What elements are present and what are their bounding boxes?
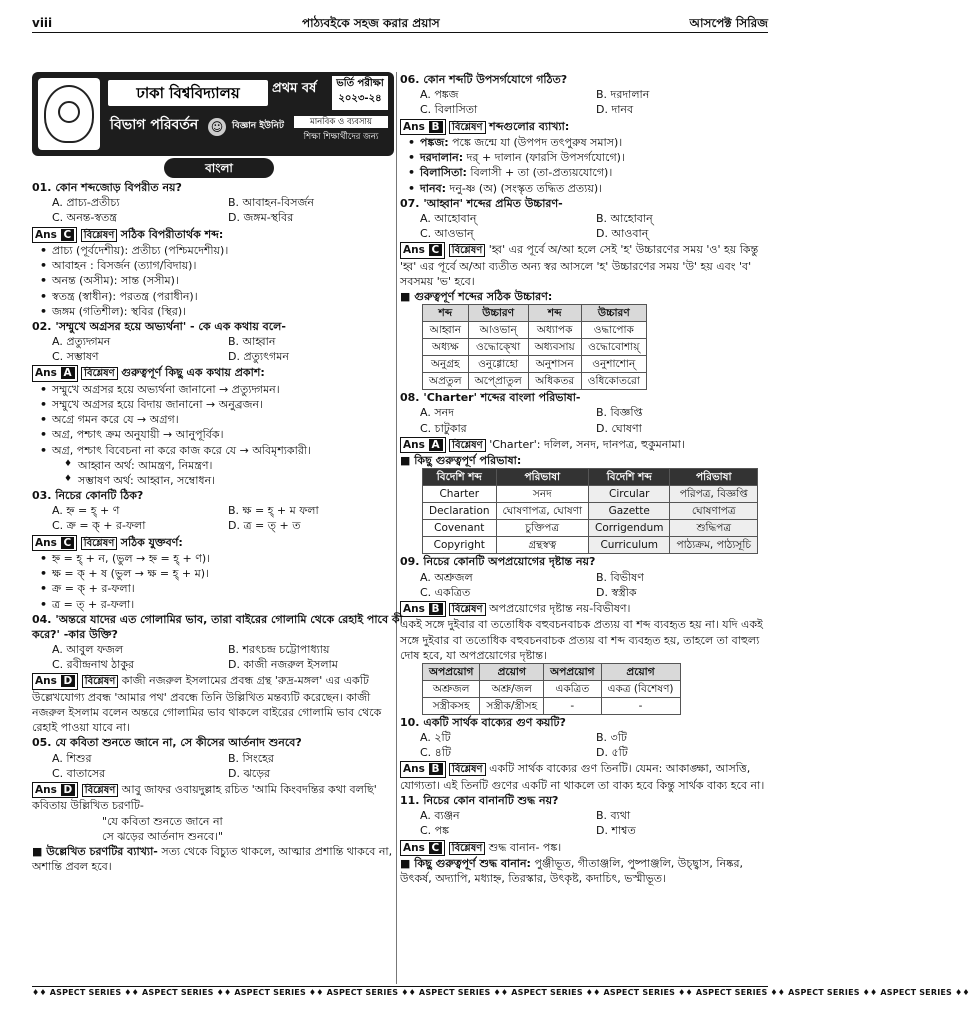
misuse-table: অপপ্রয়োগ প্রয়োগ অপপ্রয়োগ প্রয়োগ অশ্রুজল অশ্রু/জল একত্রিত একত্র (বিশেষণ) সস্ত্রীকসহ সস্ত্রীক/স্ত্রীসহ - - [422,663,681,715]
option: A. অশ্রুজল [420,570,473,584]
options-9 [400,570,772,600]
list-item: • দরদালান: দর্ + দালান (ফারসি উপসর্গযোগে)। [420,150,772,165]
option: A. প্রাচ্য-প্রতীচ্য [52,196,120,210]
table-row: Covenant চুক্তিপত্র Corrigendum শুদ্ধিপত্র [423,520,758,537]
option: C. সম্ভাষণ [52,350,99,364]
unit-label: বিজ্ঞান ইউনিট [232,121,284,131]
table-row: Charter সনদ Circular পরিপত্র, বিজ্ঞপ্তি [423,486,758,503]
option: D. প্রত্যুৎগমন [228,350,289,364]
answer-2: Ans A বিশ্লেষণ গুরুত্বপূর্ণ কিছু এক কথায় প্রকাশ: [32,365,404,381]
explanation-list-3 [32,551,404,612]
answer-badge: Ans D [32,673,78,689]
option: B. দরদালান [596,88,650,102]
option: C. ৪টি [420,746,451,760]
list-item: • দানব: দনু-ষ্ণ (অ) (সংস্কৃত তদ্ধিত প্রত্যয়)। [420,181,772,196]
seal-icon [44,85,94,143]
table-row: অনুগ্রহ ওনুগ্গোহো অনুশাসন ওনুশাশোন্ [423,356,647,373]
options-5 [32,751,404,781]
option: C. চাটুকার [420,421,467,435]
list-item: • ক্র = ক্ + র-ফলা। [52,581,404,596]
quote-line: "যে কবিতা শুনতে জানে না [102,814,223,828]
answer-badge: Ans C [400,242,445,258]
explanation-list-6 [400,135,772,196]
series-name: আসপেক্ট সিরিজ [689,15,768,30]
note-5: ■ উল্লেখিত চরণটির ব্যাখ্যা- সত্য থেকে বিচ্যুত থাকলে, আত্মার প্রশান্তি থাকবে না, অশান্তি প্রবল হবে। [32,844,404,874]
option: A. ২টি [420,731,451,745]
option: A. হ্ন = হ্ + ণ [52,504,120,518]
option: D. স্বস্ত্রীক [596,585,637,599]
list-item: • অগ্রে গমন করে যে → অগ্রগ। [52,412,404,427]
list-item: • হ্ন = হ্ + ন, (ভুল → হ্ন = হ্ + ণ)। [52,551,404,566]
option: B. আহোবান্ [596,211,653,225]
option: C. বিলাসিতা [420,103,478,117]
answer-badge: Ans B [400,761,446,777]
answer-4: Ans D বিশ্লেষণ কাজী নজরুল ইসলামের প্রবন্ধ গ্রন্থ 'রুদ্র-মঙ্গল' এর একটি উল্লেখযোগ্য প্রবন্ধ 'আমার পথ' প্রবন্ধে তিনি উল্লিখিত মন্তব্যটি করেছেন। কাজী নজরুল ইসলাম বলেন অন্তরে গোলামির ভাব থাকলে বাইরের গোলামি ভাব থেকে রেহাই পাওয়া যাবে না। [32,674,382,735]
option: B. বিজ্ঞপ্তি [596,406,643,420]
option: B. আবাহন-বিসর্জন [228,196,314,210]
options-1 [32,195,404,225]
list-item: • পঙ্কজ: পঙ্কে জন্মে যা (উপপদ তৎপুরুষ সমাস)। [420,135,772,150]
page-header [32,14,768,33]
option: B. আহ্বান [228,335,276,349]
option: A. পঙ্কজ [420,88,459,102]
list-item: • সম্মুখে অগ্রসর হয়ে বিদায় জানানো → অনুব্রজন। [52,397,404,412]
department-label: বিভাগ পরিবর্তন [110,117,199,133]
question-2: 02. 'সম্মুখে অগ্রসর হয়ে অভ্যর্থনা' - কে এক কথায় বলে- [32,319,286,333]
table-title-8: ■ কিছু গুরুত্বপূর্ণ পরিভাষা: [400,453,772,468]
university-logo [38,78,100,150]
table-row: Copyright গ্রন্থস্বত্ব Curriculum পাঠ্যক্রম, পাঠ্যসূচি [423,537,758,554]
terminology-table: বিদেশি শব্দ পরিভাষা বিদেশি শব্দ পরিভাষা Charter সনদ Circular পরিপত্র, বিজ্ঞপ্তি Declaration ঘোষণাপত্র, ঘোষণা Gazette ঘোষণাপত্র Covenant চুক্তিপত্র Corrigendum শুদ্ধিপত্র Copyright গ্রন্থস্বত্ব Curriculum পাঠ্যক্রম, পাঠ্যসূচি [422,468,758,554]
answer-10: Ans B বিশ্লেষণ একটি সার্থক বাক্যের গুণ তিনটি। যেমন: আকাঙ্ক্ষা, আসত্তি, যোগ্যতা। এই তিনটি গুণের একটি না থাকলে তা বাক্য হবে কিন্তু সার্থক বাক্য হবে না। [400,762,765,792]
table-row: অধ্যক্ষ ওদ্ধোক্খো অধ্যবসায় ওদ্ধোবোশায়্ [423,339,647,356]
right-column [400,72,772,886]
options-2 [32,334,404,364]
subject-pill: বাংলা [164,158,274,178]
answer-7: Ans C বিশ্লেষণ 'হ্ব' এর পূর্বে অ/আ হলে সেই 'হ' উচ্চারণের সময় 'ও' হয় কিন্তু 'হ্ব' এর পূর্বে অ/আ ব্যতীত অন্য স্বর আসলে 'হ' উচ্চারণের সময় 'উ' হয় এবং 'ব' সবসময় 'ভ' হবে। [400,243,759,288]
options-11 [400,808,772,838]
answer-badge: Ans D [32,782,78,798]
list-item: ♦ আহ্বান অর্থ: আমন্ত্রণ, নিমন্ত্রণ। [78,458,404,473]
option: C. রবীন্দ্রনাথ ঠাকুর [52,658,135,672]
smile-icon: ☺ [208,118,226,136]
option: C. ক্র = ক্ + র-ফলা [52,519,146,533]
option: D. ঘোষণা [596,421,642,435]
list-item: • প্রাচ্য (পূর্বদেশীয়): প্রতীচ্য (পশ্চিমদেশীয়)। [52,243,404,258]
question-10: 10. একটি সার্থক বাক্যের গুণ কয়টি? [400,715,566,729]
table-row: Declaration ঘোষণাপত্র, ঘোষণা Gazette ঘোষণাপত্র [423,503,758,520]
option: A. প্রত্যুদ্গমন [52,335,111,349]
header-title: পাঠ্যবইকে সহজ করার প্রয়াস [302,15,440,30]
list-item: • স্বতন্ত্র (স্বাধীন): পরতন্ত্র (পরাধীন)। [52,289,404,304]
answer-badge: Ans B [400,119,446,135]
answer-badge: Ans B [400,601,446,617]
list-item: • অগ্র, পশ্চাৎ বিবেচনা না করে কাজ করে যে → অবিমৃশ্যকারী। [52,443,404,458]
explanation-list-2 [32,382,404,458]
answer-badge: Ans C [32,535,77,551]
left-column [32,180,404,874]
answer-8: Ans A বিশ্লেষণ 'Charter': দলিল, সনদ, দানপত্র, হুকুমনামা। [400,437,772,453]
option: C. পঙ্ক [420,824,450,838]
option: D. ত্র = ত্ + ত [228,519,301,533]
option: A. আহোবান্ [420,211,477,225]
option: D. ঝড়ের [228,766,271,780]
option: B. সিংহের [228,751,274,765]
pronunciation-table: শব্দ উচ্চারণ শব্দ উচ্চারণ আহ্বান আওভান্ অধ্যাপক ওদ্ধাপোক অধ্যক্ষ ওদ্ধোক্খো অধ্যবসায় ওদ্ধোবোশায়্ অনুগ্রহ ওনুগ্গোহো অনুশাসন ওনুশাশোন্ অপ্রতুল অপ্প্রোতুল অধিকতর ওধিকোতরো [422,304,647,390]
answer-1: Ans C বিশ্লেষণ সঠিক বিপরীতার্থক শব্দ: [32,227,404,243]
option: D. দানব [596,103,634,117]
table-row: অশ্রুজল অশ্রু/জল একত্রিত একত্র (বিশেষণ) [423,680,681,697]
answer-badge: Ans A [32,365,78,381]
option: B. বিভীষণ [596,570,644,584]
option: C. অনন্ত-স্বতন্ত্র [52,211,117,225]
answer-3: Ans C বিশ্লেষণ সঠিক যুক্তবর্ণ: [32,535,404,551]
list-item: • জঙ্গম (গতিশীল): স্থবির (স্থির)। [52,304,404,319]
list-item: • আবাহন : বিসর্জন (ত্যাগ/বিদায়)। [52,258,404,273]
list-item: • ক্ষ = ক্ + ষ (ভুল → ক্ষ = হ্ + ম)। [52,566,404,581]
paragraph-9: একই সঙ্গে দুইবার বা ততোধিক বহুবচনবাচক প্রত্যয় বা শব্দ ব্যবহৃত হয় না। যদি একই সঙ্গে দুইবার বা ততোধিক বহুবচনবাচক প্রত্যয় বা শব্দ ব্যবহৃত হয়, তাহলে তা বাহুল্য দোষ হবে, যা অপপ্রয়োগের দৃষ্টান্ত। [400,618,763,662]
option: D. আওবান্ [596,227,649,241]
question-4: 04. 'অন্তরে যাদের এত গোলামির ভাব, তারা বাইরের গোলামি থেকে রেহাই পাবে কী করে?' -কার উক্তি? [32,612,403,641]
option: D. ৫টি [596,746,628,760]
explanation-list-1 [32,243,404,319]
option: C. একত্রিত [420,585,471,599]
table-row: অপ্রতুল অপ্প্রোতুল অধিকতর ওধিকোতরো [423,373,647,390]
option: B. ৩টি [596,731,627,745]
option: D. কাজী নজরুল ইসলাম [228,658,338,672]
university-banner [32,72,394,156]
answer-badge: Ans A [400,437,446,453]
option: A. শিশুর [52,751,92,765]
question-3: 03. নিচের কোনটি ঠিক? [32,489,144,503]
option: B. ব্যথা [596,809,631,823]
question-5: 05. যে কবিতা শুনতে জানে না, সে কীসের আর্তনাদ শুনবে? [32,736,302,750]
option: D. শাশ্বত [596,824,636,838]
page-footer: ♦♦ ASPECT SERIES ♦♦ ASPECT SERIES ♦♦ ASPECT SERIES ♦♦ ASPECT SERIES ♦♦ ASPECT SERIES ♦♦ ASPECT SERIES ♦♦ ASPECT SERIES ♦♦ ASPECT SERIES ♦♦ ASPECT SERIES ♦♦ ASPECT SERIES ♦♦ [32,988,970,997]
sub-list-2 [32,458,404,488]
answer-badge: Ans C [400,840,445,856]
options-10 [400,730,772,760]
option: A. সনদ [420,406,454,420]
note-11: ■ কিছু গুরুত্বপূর্ণ শুদ্ধ বানান: পুঞ্জীভূত, গীতাঞ্জলি, পুষ্পাঞ্জলি, উচ্ছ্বাস, নিষ্কর, উৎকর্ষ, অদ্যাপি, মধ্যাহ্ন, তিরস্কার, উৎকৃষ্ট, কদাচিৎ, ভস্মীভূত। [400,856,772,886]
page-number: viii [32,15,53,30]
options-6 [400,87,772,117]
question-8: 08. 'Charter' শব্দের বাংলা পরিভাষা- [400,391,581,405]
option: C. বাতাসের [52,766,106,780]
year-label: প্রথম বর্ষ [272,81,317,96]
option: A. ব্যঞ্জন [420,809,460,823]
list-item: • সম্মুখে অগ্রসর হয়ে অভ্যর্থনা জানানো → প্রত্যুদ্গমন। [52,382,404,397]
options-8 [400,405,772,435]
table-title-7: ■ গুরুত্বপূর্ণ শব্দের সঠিক উচ্চারণ: [400,289,772,304]
list-item: • ত্র = ত্ + র-ফলা। [52,597,404,612]
question-7: 07. 'আহ্বান' শব্দের প্রমিত উচ্চারণ- [400,196,563,210]
university-name: ঢাকা বিশ্ববিদ্যালয় [108,80,268,106]
options-3 [32,503,404,533]
question-6: 06. কোন শব্দটি উপসর্গযোগে গঠিত? [400,73,568,86]
option: A. আবুল ফজল [52,643,124,657]
question-1: 01. কোন শব্দজোড় বিপরীত নয়? [32,181,182,194]
quote-line: সে ঝড়ের আর্তনাদ শুনবে।" [102,829,224,843]
table-row: সস্ত্রীকসহ সস্ত্রীক/স্ত্রীসহ - - [423,697,681,714]
answer-11: Ans C বিশ্লেষণ শুদ্ধ বানান- পঙ্ক। [400,840,772,856]
answer-5: Ans D বিশ্লেষণ আবু জাফর ওবায়দুল্লাহ রচিত 'আমি কিংবদন্তির কথা বলছি' কবিতায় উল্লিখিত চরণটি- [32,782,377,813]
list-item: ♦ সম্ভাষণ অর্থ: আহ্বান, সম্বোধন। [78,473,404,488]
list-item: • অনন্ত (অসীম): সান্ত (সসীম)। [52,273,404,288]
option: B. ক্ষ = হ্ + ম ফলা [228,504,319,518]
question-9: 09. নিচের কোনটি অপপ্রয়োগের দৃষ্টান্ত নয়? [400,555,596,569]
list-item: • বিলাসিতা: বিলাসী + তা (তা-প্রত্যয়যোগে)। [420,165,772,180]
answer-9: Ans B বিশ্লেষণ অপপ্রয়োগের দৃষ্টান্ত নয়-বিভীষণ। [400,601,772,617]
tag-humanities: মানবিক ও ব্যবসায় [294,116,388,128]
exam-label: ভর্তি পরীক্ষা ২০২৩-২৪ [332,76,388,110]
option: B. শরৎচন্দ্র চট্টোপাধ্যায় [228,643,330,657]
options-4 [32,642,404,672]
tag-students: শিক্ষা শিক্ষার্থীদের জন্য [303,132,379,142]
list-item: • অগ্র, পশ্চাৎ ক্রম অনুযায়ী → আনুপূর্বিক। [52,427,404,442]
option: D. জঙ্গম-স্থবির [228,211,294,225]
answer-6: Ans B বিশ্লেষণ শব্দগুলোর ব্যাখ্যা: [400,119,772,135]
table-row: আহ্বান আওভান্ অধ্যাপক ওদ্ধাপোক [423,322,647,339]
question-11: 11. নিচের কোন বানানটি শুদ্ধ নয়? [400,794,559,808]
option: C. আওভান্ [420,227,474,241]
options-7 [400,211,772,241]
answer-badge: Ans C [32,227,77,243]
